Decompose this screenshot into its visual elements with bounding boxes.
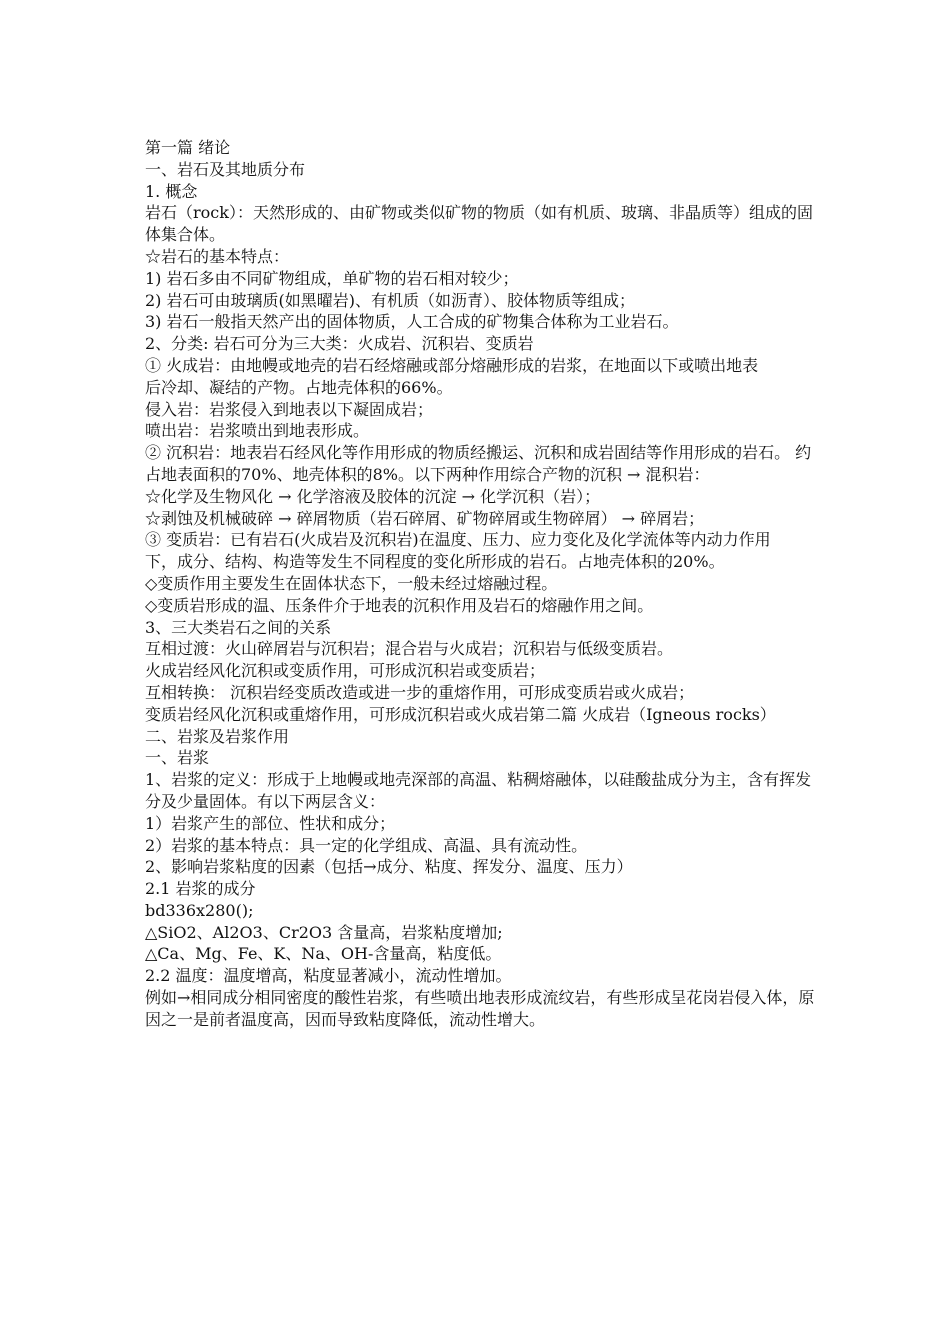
text-line: 2、影响岩浆粘度的因素（包括→成分、粘度、挥发分、温度、压力） xyxy=(145,857,633,877)
text-line: 2）岩浆的基本特点：具一定的化学组成、高温、具有流动性。 xyxy=(145,835,588,855)
text-line: 1. 概念 xyxy=(145,181,198,201)
text-line: 侵入岩：岩浆侵入到地表以下凝固成岩； xyxy=(145,399,434,419)
text-line: 1、岩浆的定义：形成于上地幔或地壳深部的高温、粘稠熔融体，以硅酸盐成分为主，含有挥发分及少量固体。有以下两层含义： xyxy=(145,770,812,811)
text-line: 第一篇 绪论 xyxy=(145,138,231,157)
text-line: ☆化学及生物风化 → 化学溶液及胶体的沉淀 → 化学沉积（岩）； xyxy=(145,486,601,506)
text-line: 2) 岩石可由玻璃质(如黑曜岩)、有机质（如沥青）、胶体物质等组成； xyxy=(145,290,635,310)
text-line: ◇变质作用主要发生在固体状态下，一般未经过熔融过程。 xyxy=(145,573,558,593)
text-line: 一、岩石及其地质分布 xyxy=(145,159,306,179)
text-line: 互相转换： 沉积岩经变质改造或进一步的重熔作用，可形成变质岩或火成岩； xyxy=(145,682,695,702)
text-line: 3、三大类岩石之间的关系 xyxy=(145,617,332,637)
text-line: 喷出岩：岩浆喷出到地表形成。 xyxy=(145,421,370,441)
text-line: 1）岩浆产生的部位、性状和成分； xyxy=(145,813,396,833)
text-line: 变质岩经风化沉积或重熔作用，可形成沉积岩或火成岩第二篇 火成岩（Igneous rocks） xyxy=(145,704,776,724)
text-line: ① 火成岩：由地幔或地壳的岩石经熔融或部分熔融形成的岩浆，在地面以下或喷出地表 xyxy=(145,355,759,375)
text-line: 2、分类: 岩石可分为三大类：火成岩、沉积岩、变质岩 xyxy=(145,334,534,354)
text-line: ③ 变质岩：已有岩石(火成岩及沉积岩)在温度、压力、应力变化及化学流体等内动力作用 xyxy=(145,530,771,550)
text-line: ☆岩石的基本特点： xyxy=(145,246,290,266)
text-line: 2.1 岩浆的成分 xyxy=(145,879,256,899)
text-line: △SiO2、Al2O3、Cr2O3 含量高，岩浆粘度增加; xyxy=(145,922,503,942)
text-line: 互相过渡：火山碎屑岩与沉积岩；混合岩与火成岩；沉积岩与低级变质岩。 xyxy=(145,639,674,659)
text-line: 二、岩浆及岩浆作用 xyxy=(145,726,290,746)
text-line: 后冷却、凝结的产物。占地壳体积的66%。 xyxy=(145,377,453,397)
text-line: 1) 岩石多由不同矿物组成，单矿物的岩石相对较少； xyxy=(145,268,519,288)
text-line: ◇变质岩形成的温、压条件介于地表的沉积作用及岩石的熔融作用之间。 xyxy=(145,595,654,615)
text-line: ② 沉积岩：地表岩石经风化等作用形成的物质经搬运、沉积和成岩固结等作用形成的岩石。 约占地表面积的70%、地壳体积的8%。以下两种作用综合产物的沉积 → 混积岩： xyxy=(145,443,812,484)
text-line: 2.2 温度：温度增高，粘度显著减小，流动性增加。 xyxy=(145,966,512,986)
text-line: 例如→相同成分相同密度的酸性岩浆，有些喷出地表形成流纹岩，有些形成呈花岗岩侵入体，原因之一是前者温度高，因而导致粘度降低，流动性增大。 xyxy=(145,988,815,1029)
document-body xyxy=(145,137,817,1031)
text-line: △Ca、Mg、Fe、K、Na、OH-含量高，粘度低。 xyxy=(145,944,502,964)
text-line: 3) 岩石一般指天然产出的固体物质，人工合成的矿物集合体称为工业岩石。 xyxy=(145,312,679,332)
text-line: 火成岩经风化沉积或变质作用，可形成沉积岩或变质岩； xyxy=(145,661,546,681)
text-line: 一、岩浆 xyxy=(145,748,210,768)
text-line: bd336x280(); xyxy=(145,900,254,920)
text-line: 岩石（rock）：天然形成的、由矿物或类似矿物的物质（如有机质、玻璃、非晶质等）组成的固体集合体。 xyxy=(145,203,813,245)
text-line: 下，成分、结构、构造等发生不同程度的变化所形成的岩石。占地壳体积的20%。 xyxy=(145,552,725,572)
text-line: ☆剥蚀及机械破碎 → 碎屑物质（岩石碎屑、矿物碎屑或生物碎屑） → 碎屑岩； xyxy=(145,508,705,528)
